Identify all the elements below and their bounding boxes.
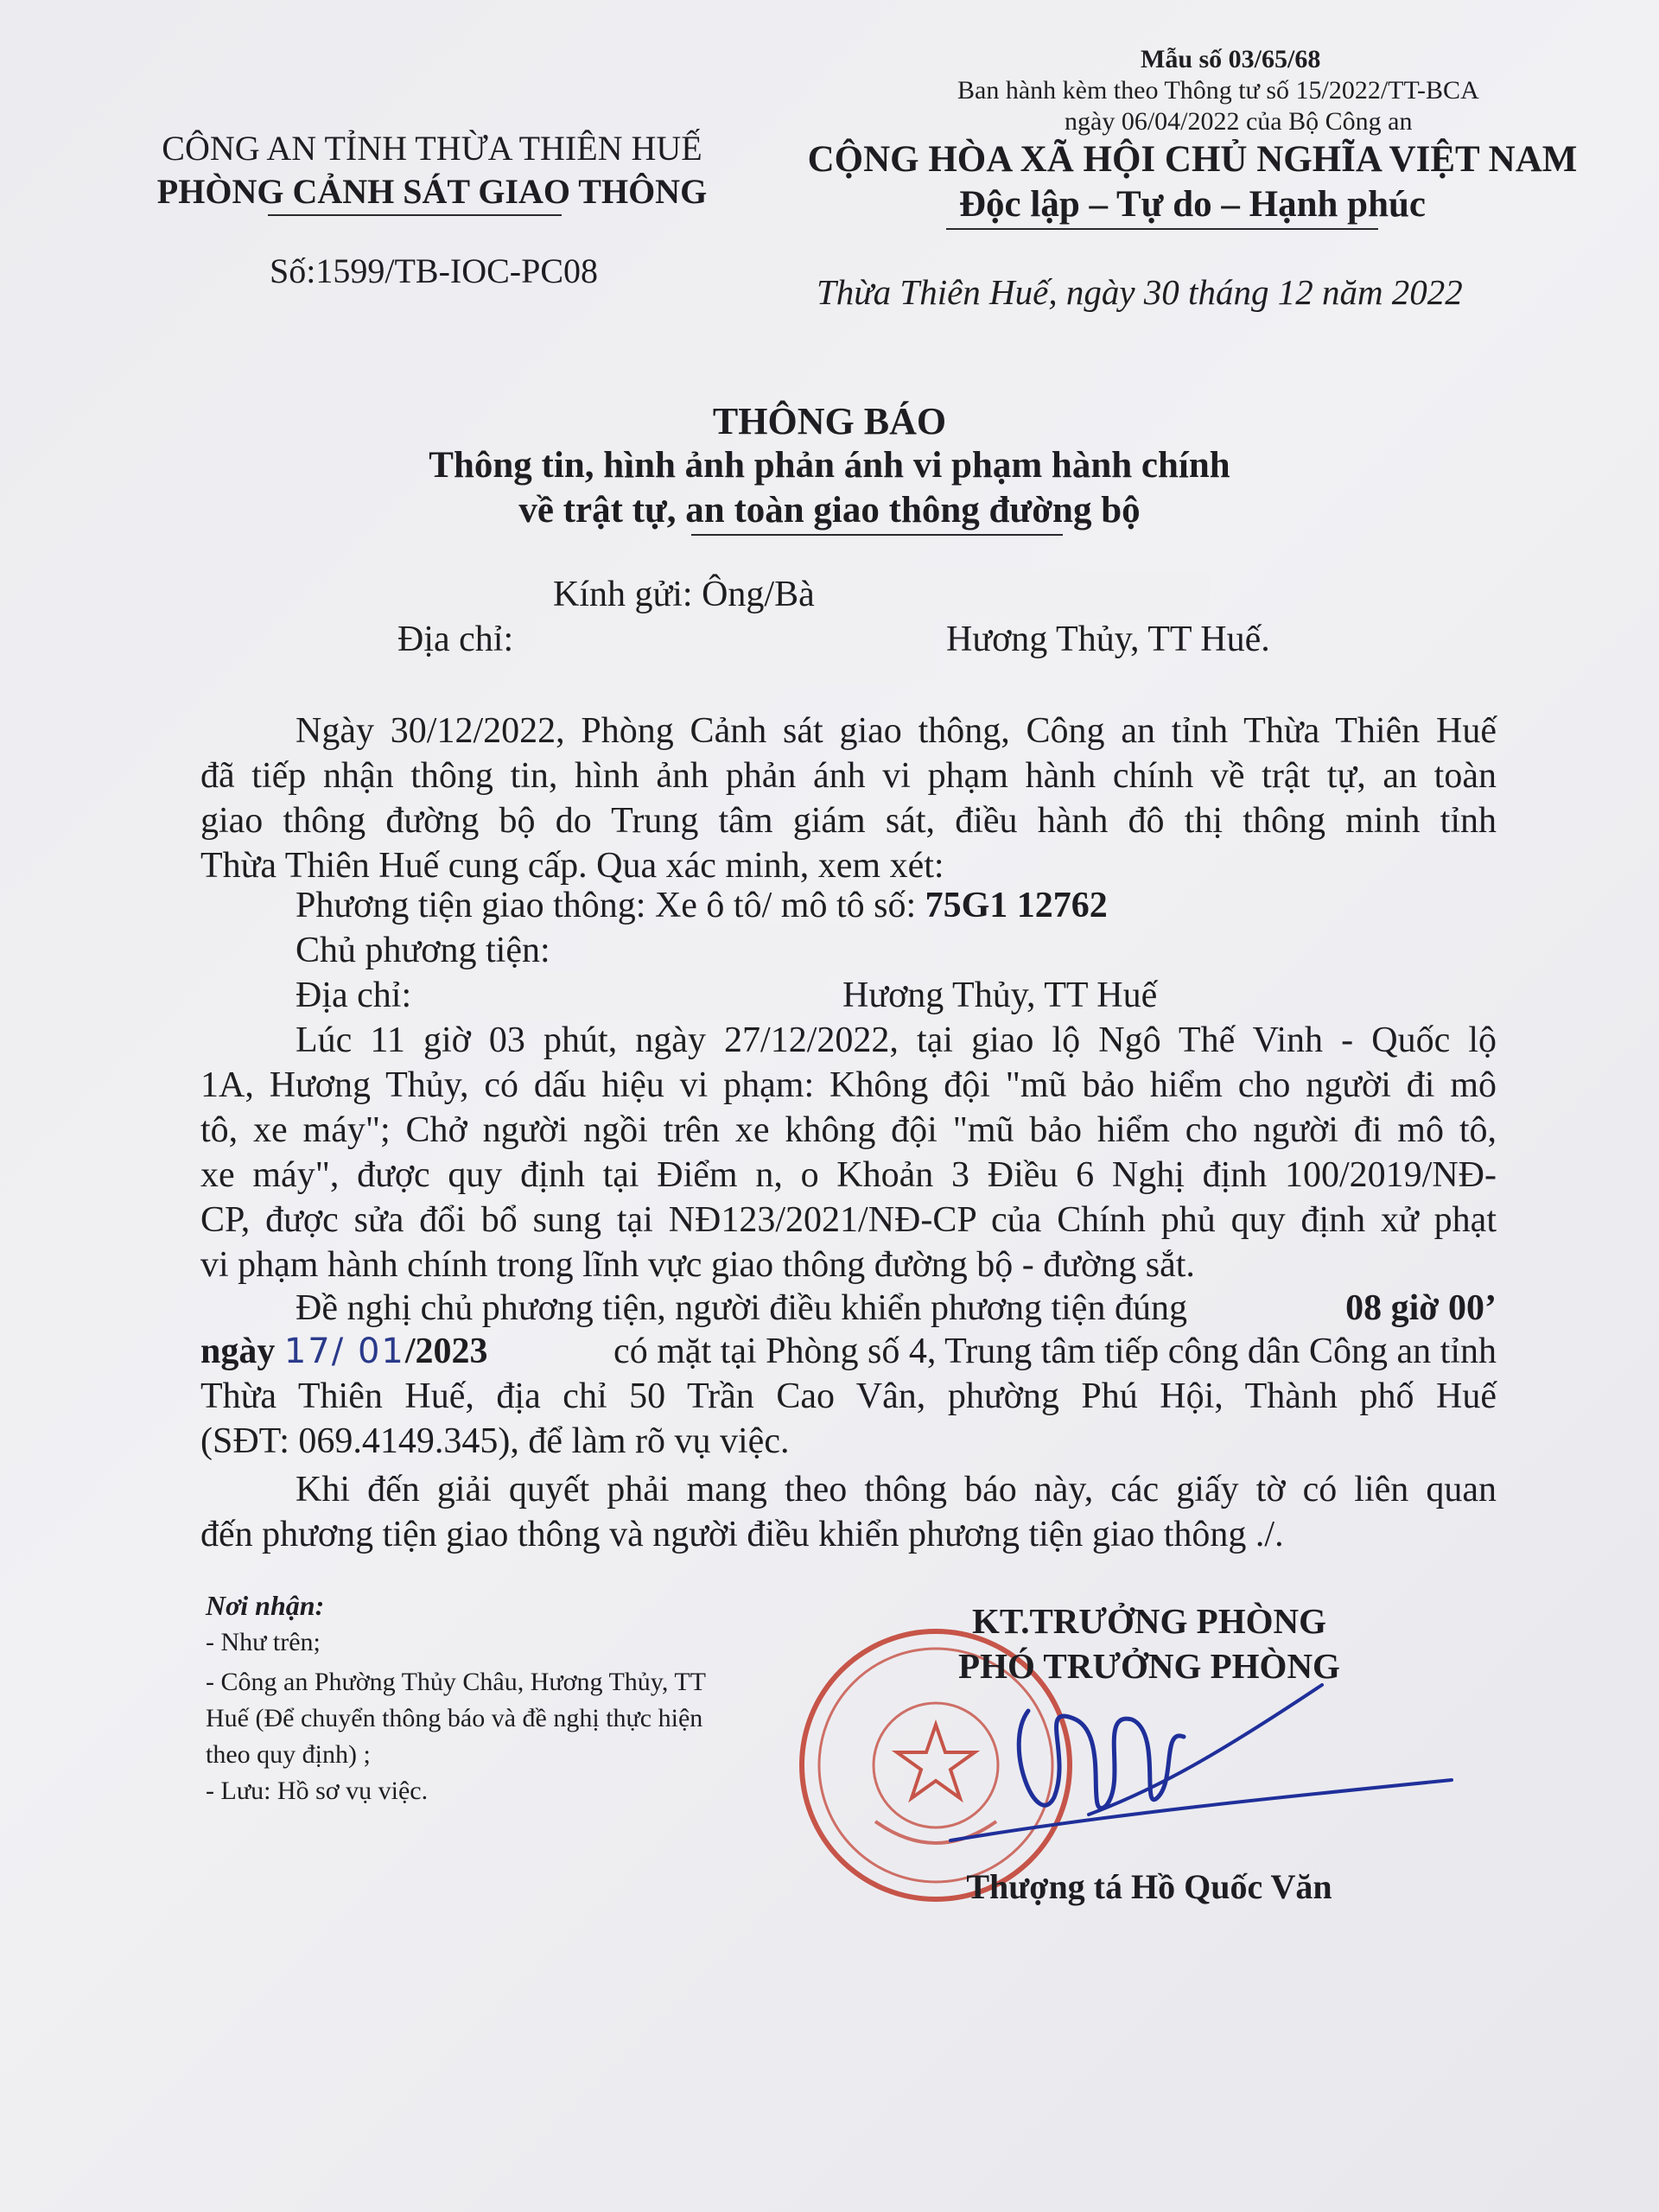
appointment-day-label: ngày [200, 1332, 276, 1371]
violation-line-2: 1A, Hương Thủy, có dấu hiệu vi phạm: Không đội "mũ bảo hiểm cho người đi mô [200, 1065, 1497, 1105]
agency-underline [268, 214, 562, 216]
owner-address-tail: Hương Thủy, TT Huế [842, 976, 1158, 1015]
request-line-2 [200, 1331, 1497, 1372]
recipient-greeting: Kính gửi: Ông/Bà [553, 575, 815, 614]
recipient-address-tail: Hương Thủy, TT Huế. [946, 620, 1270, 659]
owner-label: Chủ phương tiện: [296, 931, 550, 970]
signatory-name: Thượng tá Hồ Quốc Văn [966, 1867, 1332, 1906]
recipient-address-label: Địa chỉ: [397, 620, 514, 659]
closing-line-1: Khi đến giải quyết phải mang theo thông báo này, các giấy tờ có liên quan [296, 1470, 1497, 1510]
recipients-heading: Nơi nhận: [206, 1590, 325, 1621]
place-date: Thừa Thiên Huế, ngày 30 tháng 12 năm 2022 [817, 272, 1463, 312]
recipient-item-1: - Như trên; [206, 1628, 321, 1656]
appointment-time: 08 giờ 00’ [1345, 1288, 1497, 1328]
closing-line-2: đến phương tiện giao thông và người điều khiển phương tiện giao thông ./. [200, 1515, 1284, 1554]
signature-role-1: KT.TRƯỞNG PHÒNG [972, 1601, 1326, 1641]
p1-line-4: Thừa Thiên Huế cung cấp. Qua xác minh, xem xét: [200, 846, 944, 886]
recipient-item-3: - Lưu: Hồ sơ vụ việc. [206, 1777, 429, 1805]
nation-motto: Độc lập – Tự do – Hạnh phúc [959, 184, 1426, 225]
vehicle-label: Phương tiện giao thông: Xe ô tô/ mô tô số: [296, 886, 917, 925]
p1-line-2: đã tiếp nhận thông tin, hình ảnh phản ánh vi phạm hành chính về trật tự, an toàn [200, 756, 1497, 796]
document-subtitle-1: Thông tin, hình ảnh phản ánh vi phạm hành chính [429, 445, 1230, 486]
title-underline [691, 534, 1063, 536]
form-issued-line-1: Ban hành kèm theo Thông tư số 15/2022/TT-BCA [957, 76, 1479, 105]
recipient-item-2-line-2: Huế (Để chuyển thông báo và đề nghị thực hiện [206, 1704, 703, 1732]
form-code: Mẫu số 03/65/68 [1141, 45, 1321, 73]
handwritten-signature [933, 1668, 1469, 1858]
document-title: THÔNG BÁO [712, 400, 947, 442]
p1-line-3: giao thông đường bộ do Trung tâm giám sát, điều hành đô thị thông minh tỉnh [200, 801, 1497, 841]
violation-line-5: CP, được sửa đổi bổ sung tại NĐ123/2021/NĐ-CP của Chính phủ quy định xử phạt [200, 1200, 1497, 1240]
request-line-1 [296, 1287, 1497, 1329]
agency-name: PHÒNG CẢNH SÁT GIAO THÔNG [156, 172, 708, 211]
recipient-item-2-line-1: - Công an Phường Thủy Châu, Hương Thủy, TT [206, 1668, 706, 1696]
owner-address-label: Địa chỉ: [296, 976, 412, 1015]
request-line-3: Thừa Thiên Huế, địa chỉ 50 Trần Cao Vân, phường Phú Hội, Thành phố Huế [200, 1376, 1497, 1416]
signature-role-2: PHÓ TRƯỞNG PHÒNG [958, 1646, 1340, 1686]
violation-line-4: xe máy", được quy định tại Điểm n, o Khoản 3 Điều 6 Nghị định 100/2019/NĐ- [200, 1155, 1497, 1195]
request-line-4: (SĐT: 069.4149.345), để làm rõ vụ việc. [200, 1421, 790, 1461]
form-issued-line-2: ngày 06/04/2022 của Bộ Công an [1065, 107, 1413, 136]
document-number: Số:1599/TB-IOC-PC08 [270, 251, 599, 290]
p1-line-1: Ngày 30/12/2022, Phòng Cảnh sát giao thông, Công an tỉnh Thừa Thiên Huế [296, 711, 1497, 751]
redacted-owner [588, 926, 933, 975]
redacted-name [847, 570, 1210, 619]
vehicle-plate: 75G1 12762 [925, 886, 1108, 925]
request-text: Đề nghị chủ phương tiện, người điều khiển phương tiện đúng [296, 1288, 1187, 1328]
violation-line-1: Lúc 11 giờ 03 phút, ngày 27/12/2022, tại giao lộ Ngô Thế Vinh - Quốc lộ [296, 1020, 1497, 1060]
redacted-address [536, 615, 933, 684]
document-subtitle-2: về trật tự, an toàn giao thông đường bộ [518, 490, 1141, 531]
motto-underline [946, 228, 1378, 230]
agency-parent: CÔNG AN TỈNH THỪA THIÊN HUẾ [162, 129, 702, 168]
violation-line-6: vi phạm hành chính trong lĩnh vực giao thông đường bộ - đường sắt. [200, 1245, 1195, 1285]
violation-line-3: tô, xe máy"; Chở người ngồi trên xe không đội "mũ bảo hiểm cho người đi mô tô, [200, 1110, 1497, 1150]
nation-name: CỘNG HÒA XÃ HỘI CHỦ NGHĨA VIỆT NAM [807, 139, 1578, 180]
appointment-year: /2023 [404, 1332, 488, 1371]
redacted-owner-address [484, 971, 830, 1020]
handwritten-date: 17/ 01 [283, 1332, 405, 1371]
request-line-2-tail: có mặt tại Phòng số 4, Trung tâm tiếp công dân Công an tỉnh [613, 1332, 1497, 1371]
vehicle-line [296, 885, 1497, 926]
recipient-item-2-line-3: theo quy định) ; [206, 1740, 371, 1769]
